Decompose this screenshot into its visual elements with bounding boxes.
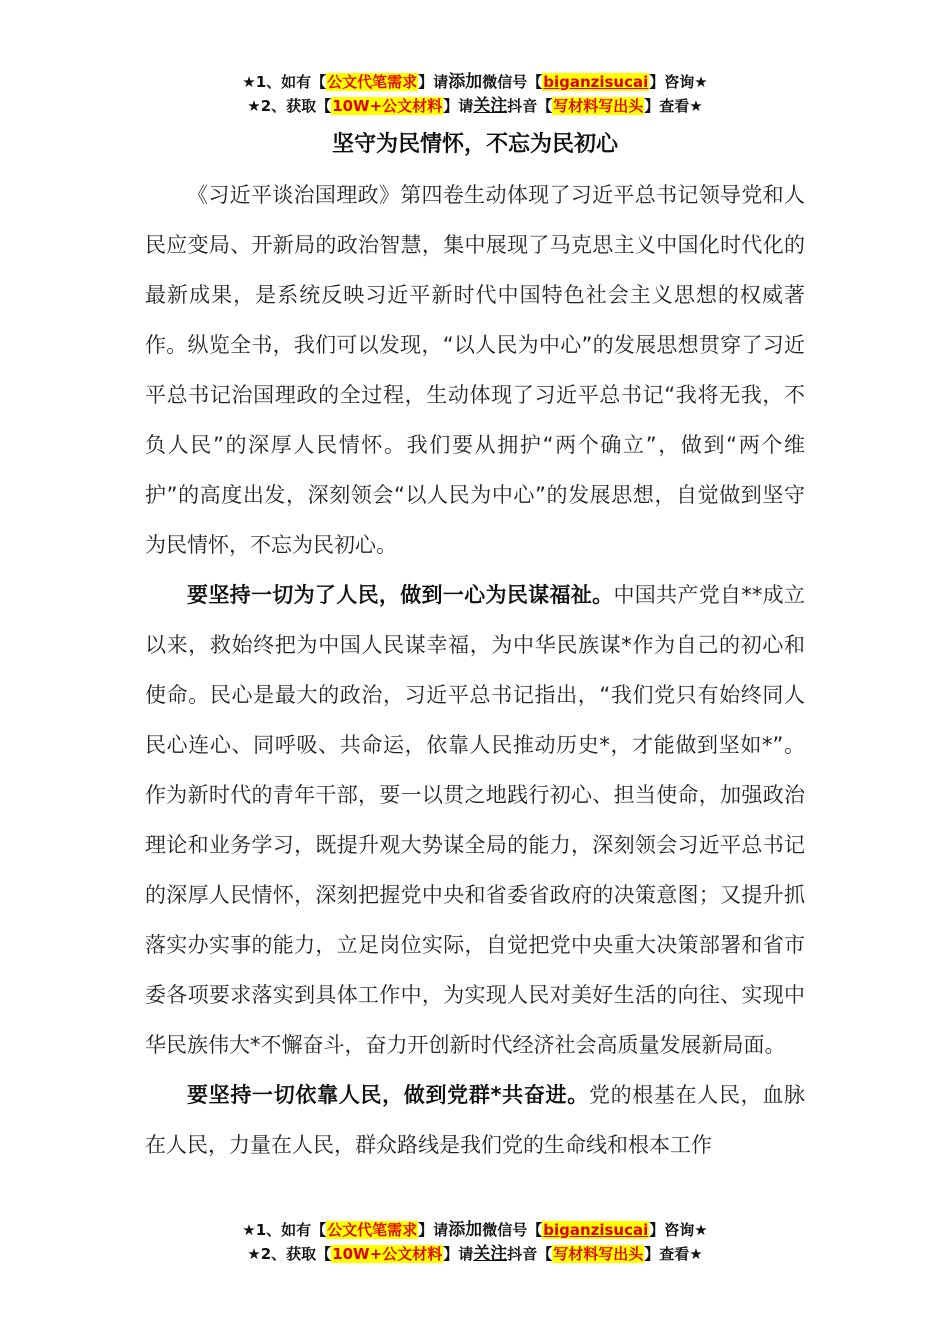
- banner-line-1: [0, 70, 950, 94]
- paragraph-body: 中国共产党自**成立以来，救始终把为中国人民谋幸福，为中华民族谋*作为自己的初心和使命。民心是最大的政治，习近平总书记指出，“我们党只有始终同人民心连心、同呼吸、共命运，依靠人民推动历史*，才能做到坚如*”。作为新时代的青年干部，要一以贯之地践行初心、担当使命，加强政治理论和业务学习，既提升观大势谋全局的能力，深刻领会习近平总书记的深厚人民情怀，深刻把握党中央和省委省政府的决策意图；又提升抓落实办实事的能力，立足岗位实际，自觉把党中央重大决策部署和省市委各项要求落实到具体工作中，为实现人民对美好生活的向往、实现中华民族伟大*不懈奋斗，奋力开创新时代经济社会高质量发展新局面。: [145, 583, 806, 1057]
- banner-text: ★2、获取【: [247, 1245, 332, 1263]
- banner-highlight: 10W+公文材料: [332, 97, 443, 115]
- footer-banner: [0, 1218, 950, 1266]
- banner-highlight: 10W+公文材料: [332, 1245, 443, 1263]
- banner-highlight: 公文代笔需求: [327, 73, 418, 91]
- banner-text: 添加: [448, 1220, 483, 1240]
- banner-text: 微信号【: [482, 1221, 543, 1239]
- document-title: 坚守为民情怀，不忘为民初心: [331, 132, 618, 157]
- paragraph: [145, 1070, 805, 1170]
- paragraph-body: 党的根基在人民，血脉在人民，力量在人民，群众路线是我们党的生命线和根本工作: [145, 1083, 806, 1157]
- banner-text: ★1、如有【: [242, 1221, 327, 1239]
- banner-text: ★2、获取【: [247, 97, 332, 115]
- banner-text: 】请: [418, 1221, 449, 1239]
- banner-text: 抖音【: [507, 1245, 553, 1263]
- document-body: [145, 170, 805, 1170]
- banner-text: ★1、如有【: [242, 73, 327, 91]
- banner-highlight: 写材料写出头: [553, 97, 644, 115]
- banner-text: 抖音【: [507, 97, 553, 115]
- banner-text: 】请: [443, 1245, 474, 1263]
- banner-line-2: [0, 94, 950, 118]
- wechat-id-link[interactable]: biganzisucai: [543, 73, 649, 91]
- banner-highlight: 公文代笔需求: [327, 1221, 418, 1239]
- banner-text: 添加: [448, 72, 483, 92]
- banner-text: 】咨询★: [649, 73, 708, 91]
- banner-line-1: [0, 1218, 950, 1242]
- banner-highlight: 写材料写出头: [553, 1245, 644, 1263]
- banner-text: 关注: [473, 96, 508, 116]
- banner-text: 】请: [443, 97, 474, 115]
- banner-text: 】咨询★: [649, 1221, 708, 1239]
- paragraph: [145, 570, 805, 1070]
- banner-text: 】查看★: [644, 1245, 703, 1263]
- paragraph-lead: 要坚持一切依靠人民，做到党群*共奋进。: [187, 1083, 589, 1107]
- paragraph-lead: 要坚持一切为了人民，做到一心为民谋福祉。: [187, 583, 614, 607]
- banner-text: 】请: [418, 73, 449, 91]
- header-banner: [0, 70, 950, 118]
- banner-text: 】查看★: [644, 97, 703, 115]
- banner-text: 关注: [473, 1244, 508, 1264]
- banner-text: 微信号【: [482, 73, 543, 91]
- wechat-id-link[interactable]: biganzisucai: [543, 1221, 649, 1239]
- banner-line-2: [0, 1242, 950, 1266]
- paragraph: 《习近平谈治国理政》第四卷生动体现了习近平总书记领导党和人民应变局、开新局的政治智慧，集中展现了马克思主义中国化时代化的最新成果，是系统反映习近平新时代中国特色社会主义思想的权威著作。纵览全书，我们可以发现，“以人民为中心”的发展思想贯穿了习近平总书记治国理政的全过程，生动体现了习近平总书记“我将无我，不负人民”的深厚人民情怀。我们要从拥护“两个确立”，做到“两个维护”的高度出发，深刻领会“以人民为中心”的发展思想，自觉做到坚守为民情怀，不忘为民初心。: [145, 183, 805, 557]
